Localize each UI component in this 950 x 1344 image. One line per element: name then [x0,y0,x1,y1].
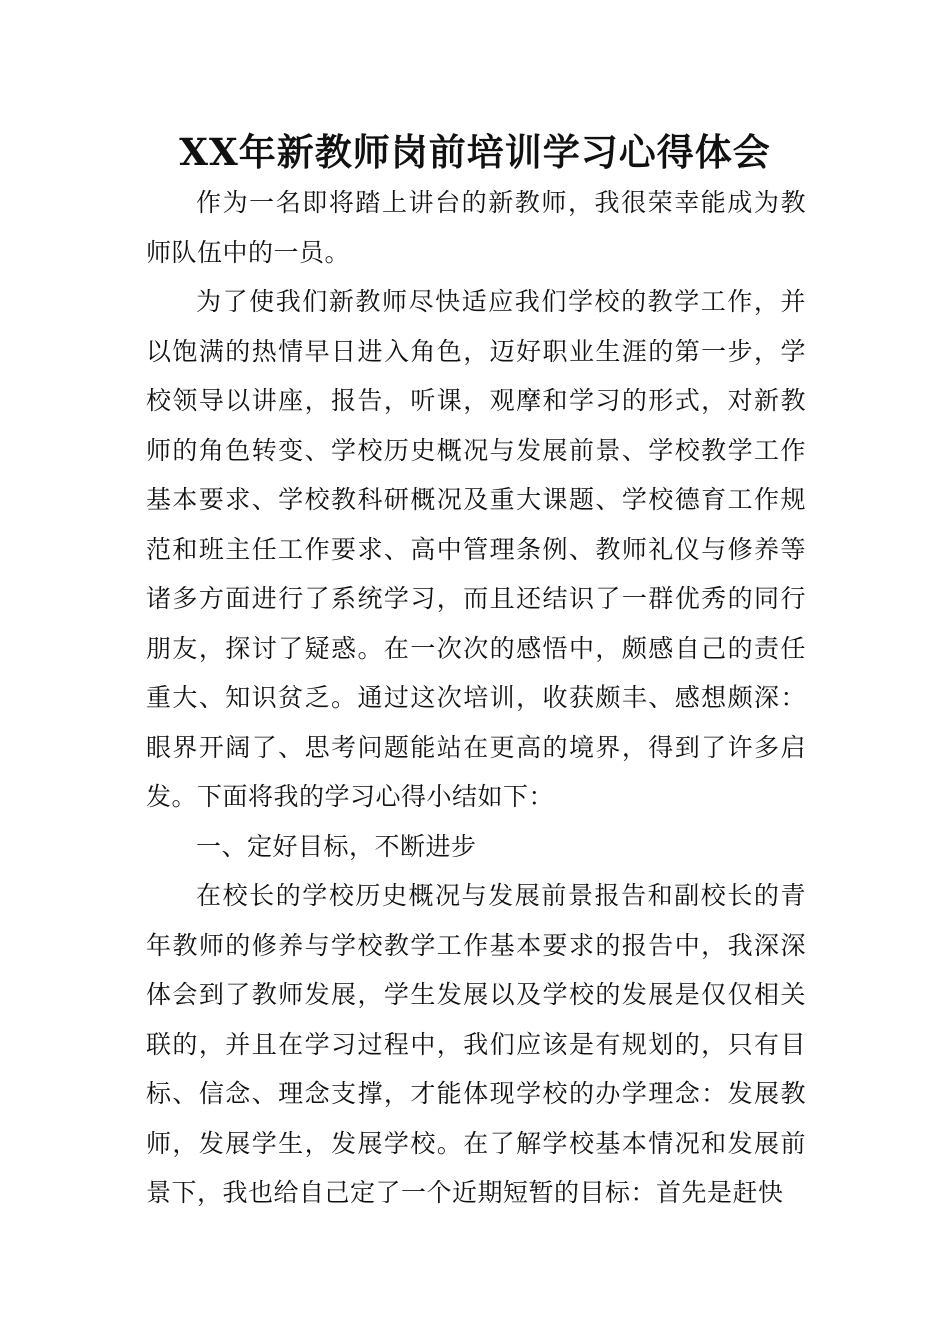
paragraph-goals: 在校长的学校历史概况与发展前景报告和副校长的青年教师的修养与学校教学工作基本要求的报告中，我深深体会到了教师发展，学生发展以及学校的发展是仅仅相关联的，并且在学习过程中，我们应该是有规划的，只有目标、信念、理念支撑，才能体现学校的办学理念：发展教师，发展学生，发展学校。在了解学校基本情况和发展前景下，我也给自己定了一个近期短暂的目标：首先是赶快 [146,881,806,1207]
document-body [146,178,806,1218]
paragraph-training-overview: 为了使我们新教师尽快适应我们学校的教学工作，并以饱满的热情早日进入角色，迈好职业生涯的第一步，学校领导以讲座，报告，听课，观摩和学习的形式，对新教师的角色转变、学校历史概况与发展前景、学校教学工作基本要求、学校教科研概况及重大课题、学校德育工作规范和班主任工作要求、高中管理条例、教师礼仪与修养等诸多方面进行了系统学习，而且还结识了一群优秀的同行朋友，探讨了疑惑。在一次次的感悟中，颇感自己的责任重大、知识贫乏。通过这次培训，收获颇丰、感想颇深：眼界开阔了、思考问题能站在更高的境界，得到了许多启发。下面将我的学习心得小结如下： [146,287,806,811]
paragraph-intro: 作为一名即将踏上讲台的新教师，我很荣幸能成为教师队伍中的一员。 [146,188,806,267]
document-title: XX年新教师岗前培训学习心得体会 [179,130,771,174]
section-heading-goals: 一、定好目标，不断进步 [196,831,477,861]
